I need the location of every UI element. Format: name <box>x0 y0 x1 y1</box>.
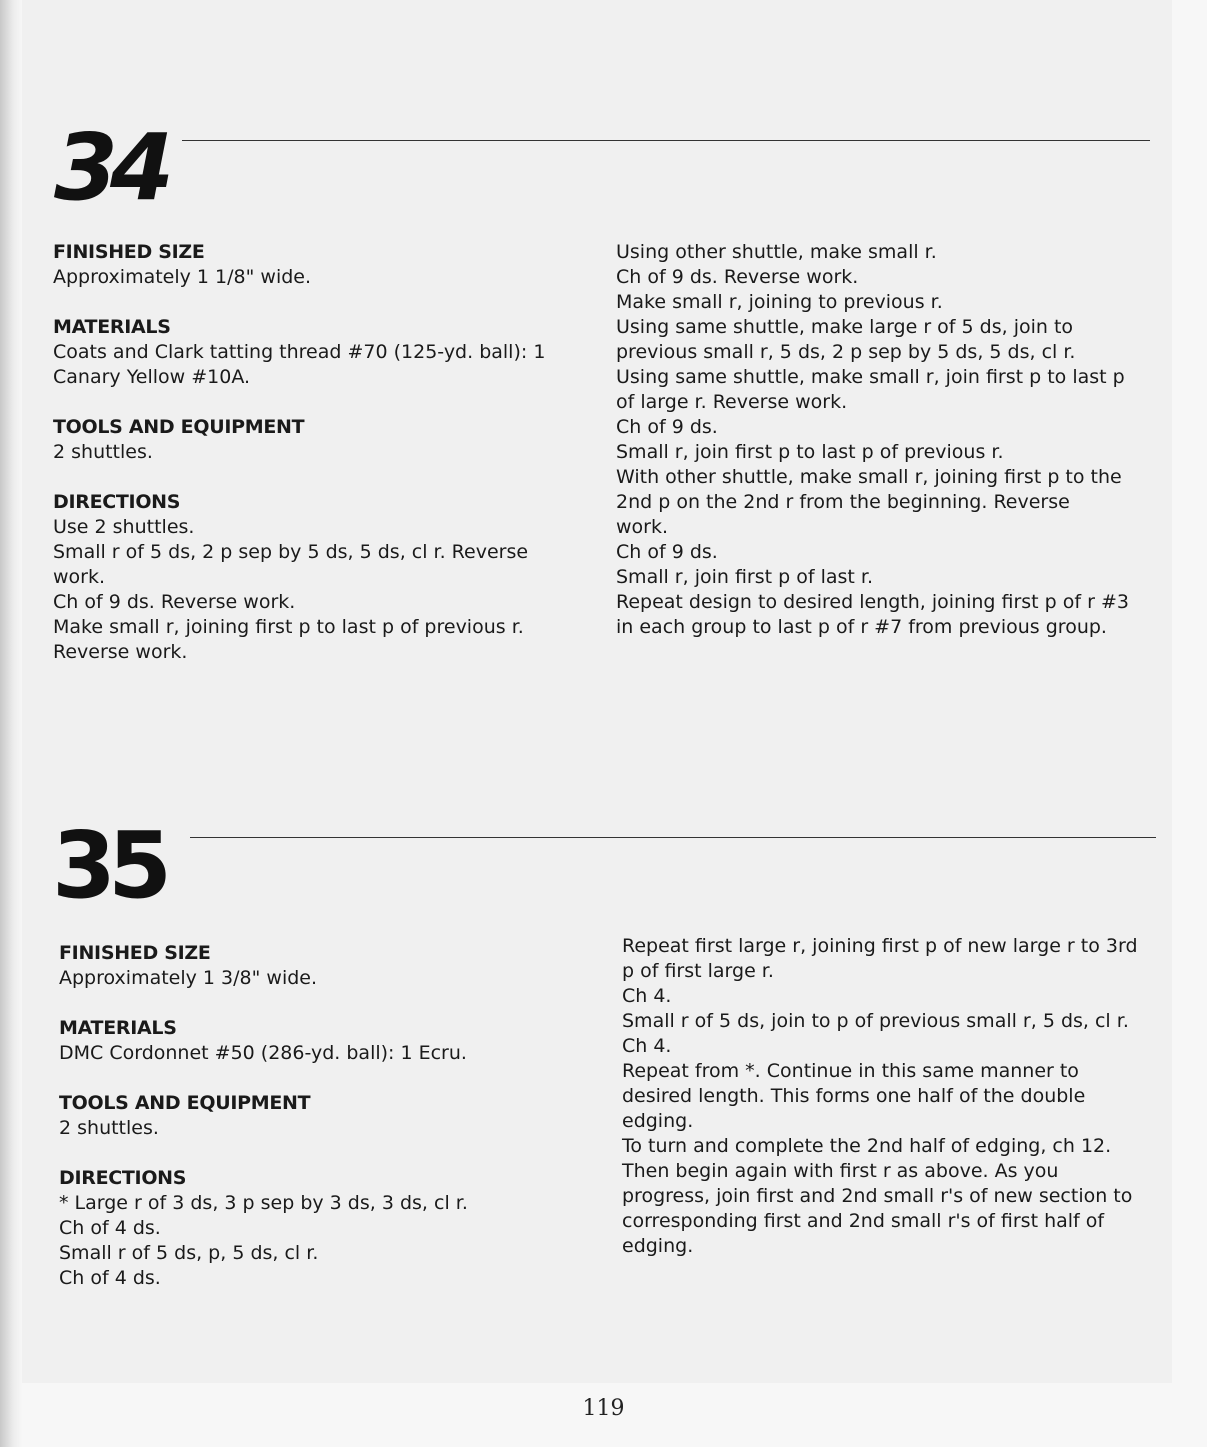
text-line: work. <box>616 516 669 538</box>
text-line: Make small r, joining to previous r. <box>616 291 943 313</box>
right-column <box>616 240 1156 640</box>
recipe-number: 35 <box>52 812 165 919</box>
page-gutter-shadow <box>0 0 22 1447</box>
text-line: Approximately 1 1/8" wide. <box>53 266 312 288</box>
finished-size-section <box>59 941 599 991</box>
text-line: 2 shuttles. <box>59 1117 159 1139</box>
section-heading: FINISHED SIZE <box>53 241 205 263</box>
text-line: DMC Cordonnet #50 (286-yd. ball): 1 Ecru. <box>59 1042 467 1064</box>
text-line: Small r of 5 ds, 2 p sep by 5 ds, 5 ds, cl r. Reverse <box>53 541 529 563</box>
text-line: Reverse work. <box>53 641 188 663</box>
text-line: Make small r, joining first p to last p of previous r. <box>53 616 524 638</box>
text-line: work. <box>53 566 106 588</box>
text-line: Small r of 5 ds, join to p of previous small r, 5 ds, cl r. <box>622 1010 1129 1032</box>
text-line: 2 shuttles. <box>53 441 153 463</box>
section-heading: DIRECTIONS <box>59 1167 187 1189</box>
content-panel <box>22 0 1172 1383</box>
text-line: Using same shuttle, make large r of 5 ds, join to <box>616 316 1074 338</box>
text-line: Ch of 9 ds. Reverse work. <box>616 266 859 288</box>
text-line: Small r of 5 ds, p, 5 ds, cl r. <box>59 1242 319 1264</box>
section-heading: TOOLS AND EQUIPMENT <box>59 1092 311 1114</box>
directions-section <box>59 1166 599 1291</box>
right-column <box>622 934 1162 1259</box>
recipe-35 <box>22 800 1172 1360</box>
header-rule <box>190 837 1156 838</box>
text-line: Approximately 1 3/8" wide. <box>59 967 318 989</box>
recipe-number: 34 <box>54 114 167 221</box>
text-line: Ch of 4 ds. <box>59 1217 161 1239</box>
text-line: To turn and complete the 2nd half of edging, ch 12. <box>622 1135 1112 1157</box>
text-line: previous small r, 5 ds, 2 p sep by 5 ds, 5 ds, cl r. <box>616 341 1076 363</box>
directions-section <box>53 490 593 665</box>
section-heading: MATERIALS <box>53 316 171 338</box>
section-heading: FINISHED SIZE <box>59 942 211 964</box>
text-line: Ch of 9 ds. <box>616 416 718 438</box>
section-heading: TOOLS AND EQUIPMENT <box>53 416 305 438</box>
text-line: Coats and Clark tatting thread #70 (125-yd. ball): 1 <box>53 341 546 363</box>
tools-section <box>59 1091 599 1141</box>
text-line: desired length. This forms one half of the double <box>622 1085 1086 1107</box>
text-line: of large r. Reverse work. <box>616 391 848 413</box>
section-heading: DIRECTIONS <box>53 491 181 513</box>
text-line: Repeat design to desired length, joining first p of r #3 <box>616 591 1129 613</box>
text-line: Use 2 shuttles. <box>53 516 195 538</box>
text-line: Repeat first large r, joining first p of new large r to 3rd <box>622 935 1138 957</box>
text-line: Ch of 9 ds. Reverse work. <box>53 591 296 613</box>
text-line: Small r, join first p of last r. <box>616 566 874 588</box>
left-column <box>59 941 599 1316</box>
text-line: * Large r of 3 ds, 3 p sep by 3 ds, 3 ds, cl r. <box>59 1192 468 1214</box>
text-line: Ch of 9 ds. <box>616 541 718 563</box>
text-line: in each group to last p of r #7 from previous group. <box>616 616 1107 638</box>
finished-size-section <box>53 240 593 290</box>
text-line: progress, join first and 2nd small r's of new section to <box>622 1185 1133 1207</box>
text-line: Using other shuttle, make small r. <box>616 241 937 263</box>
text-line: Using same shuttle, make small r, join first p to last p <box>616 366 1125 388</box>
text-line: edging. <box>622 1110 694 1132</box>
recipe-34 <box>22 0 1172 700</box>
text-line: edging. <box>622 1235 694 1257</box>
text-line: Ch 4. <box>622 1035 672 1057</box>
tools-section <box>53 415 593 465</box>
section-heading: MATERIALS <box>59 1017 177 1039</box>
text-line: Then begin again with first r as above. As you <box>622 1160 1059 1182</box>
text-line: Ch 4. <box>622 985 672 1007</box>
text-line: Ch of 4 ds. <box>59 1267 161 1289</box>
left-column <box>53 240 593 690</box>
text-line: Repeat from *. Continue in this same manner to <box>622 1060 1079 1082</box>
text-line: p of first large r. <box>622 960 774 982</box>
text-line: corresponding first and 2nd small r's of first half of <box>622 1210 1105 1232</box>
text-line: 2nd p on the 2nd r from the beginning. Reverse <box>616 491 1070 513</box>
text-line: With other shuttle, make small r, joining first p to the <box>616 466 1122 488</box>
text-line: Canary Yellow #10A. <box>53 366 251 388</box>
header-rule <box>182 140 1150 141</box>
materials-section <box>53 315 593 390</box>
page-number: 119 <box>582 1396 625 1421</box>
materials-section <box>59 1016 599 1066</box>
text-line: Small r, join first p to last p of previous r. <box>616 441 1004 463</box>
